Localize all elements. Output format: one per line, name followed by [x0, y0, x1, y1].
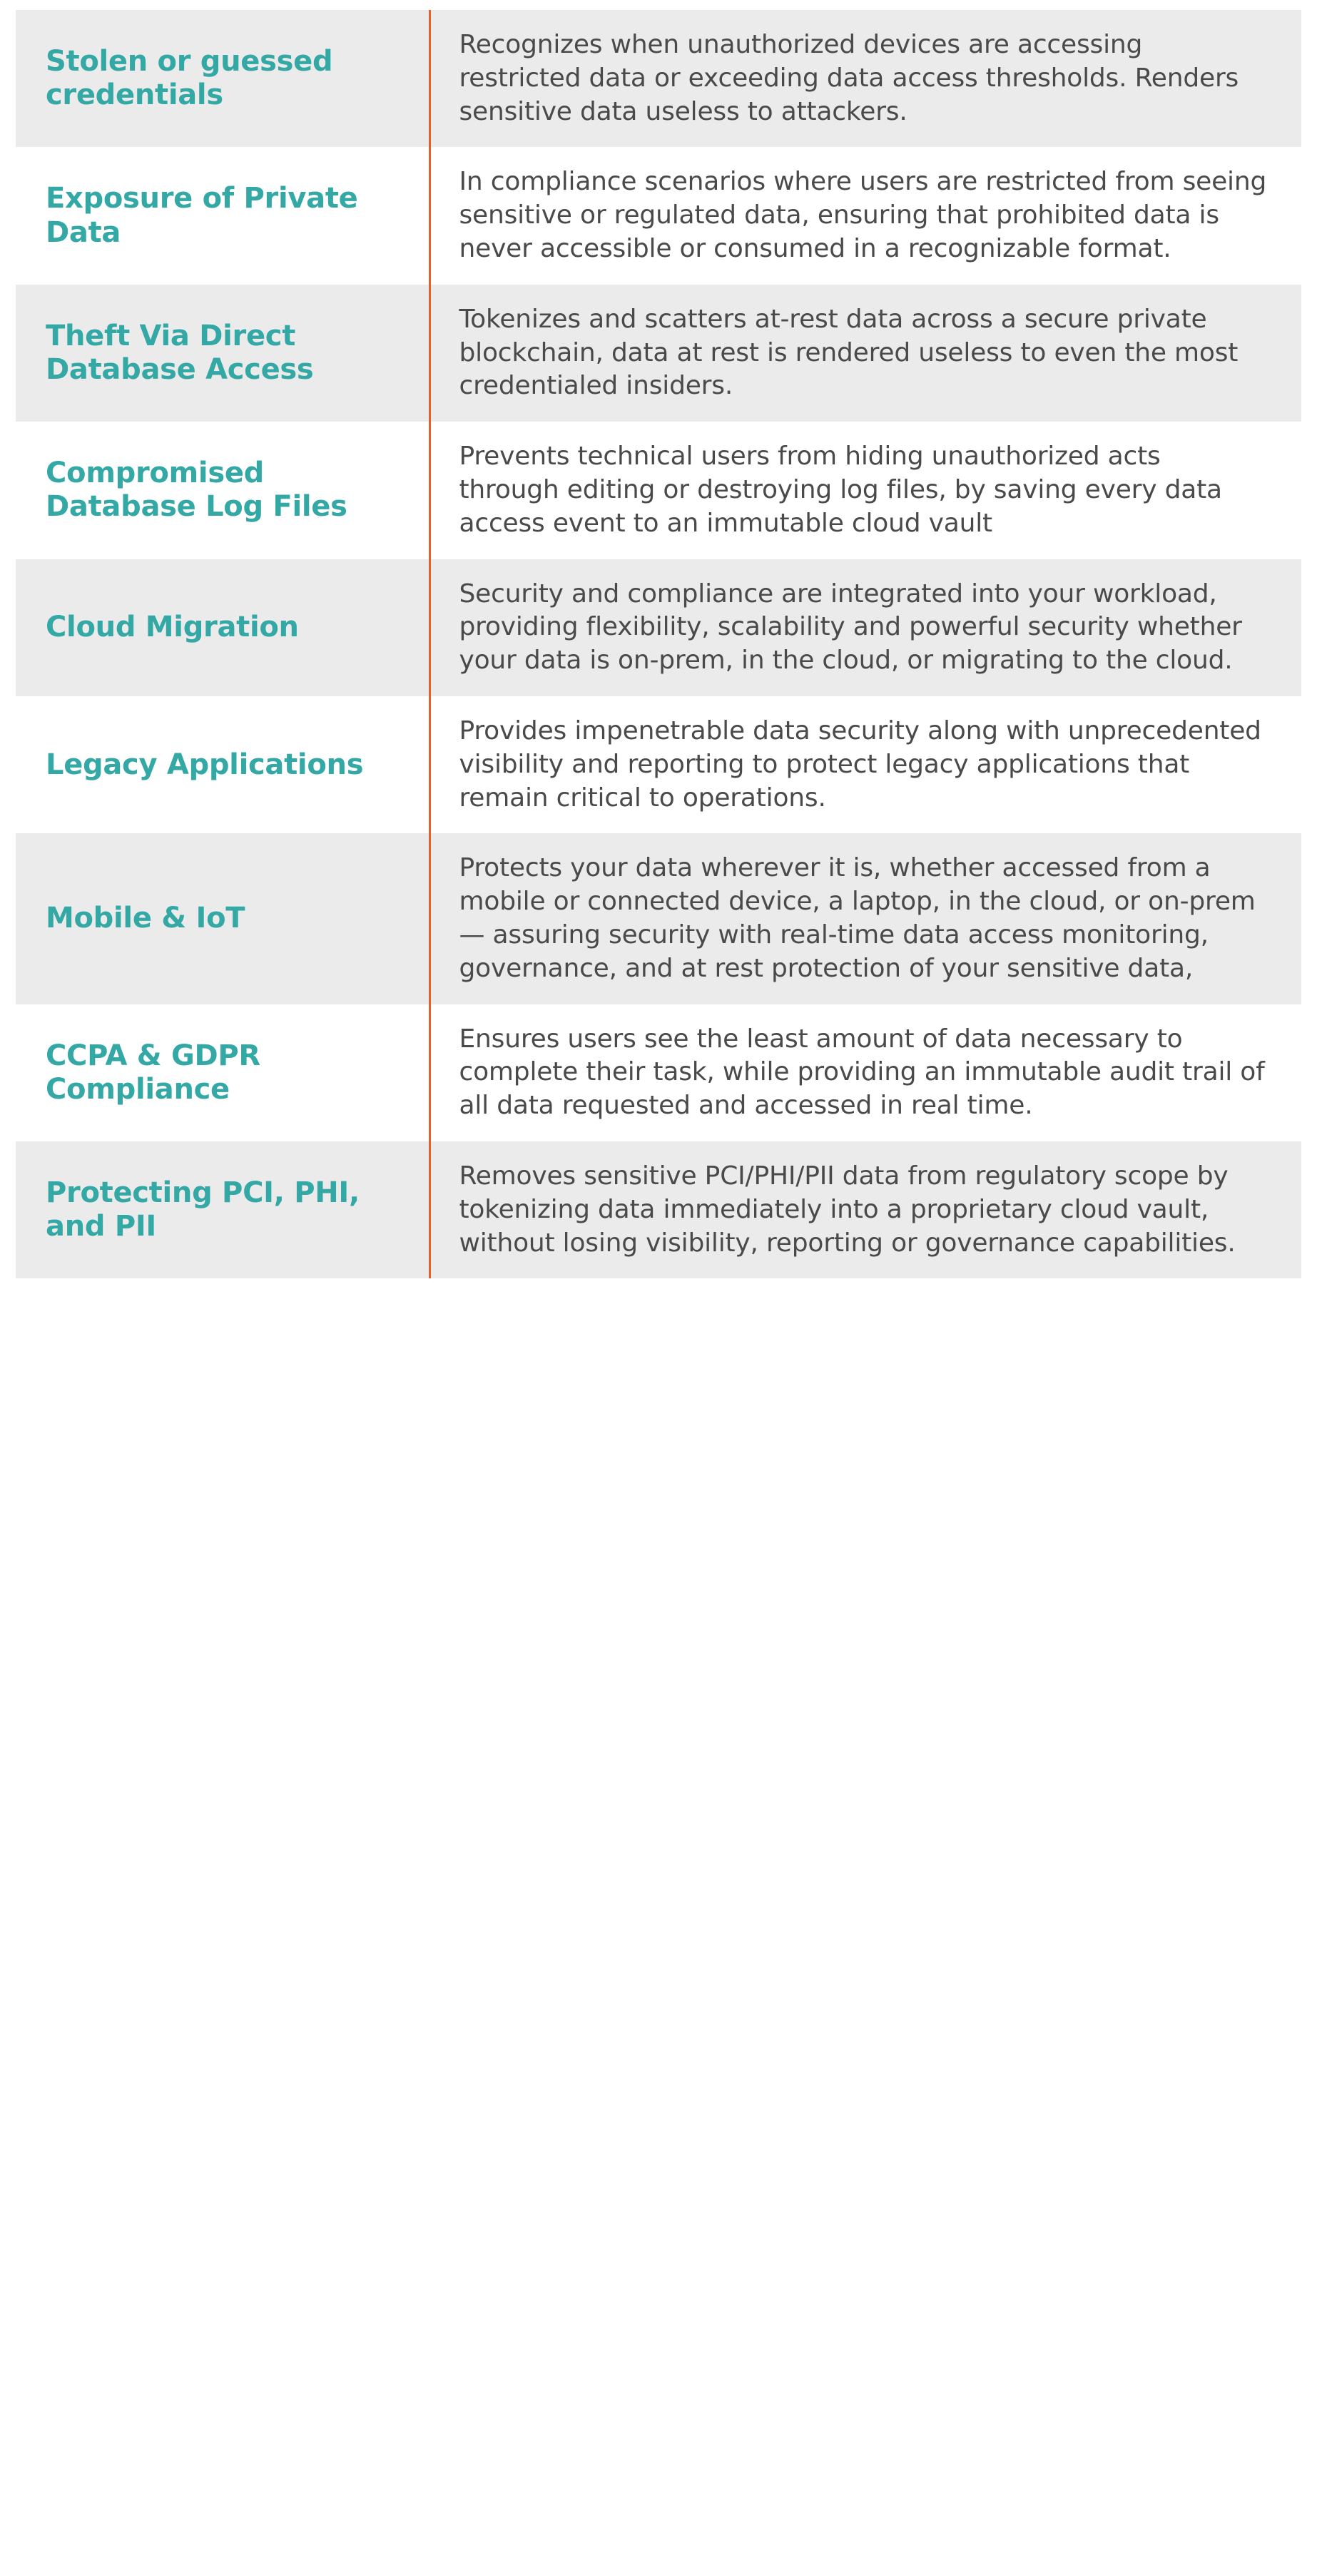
row-label: Stolen or guessed credentials — [16, 10, 429, 147]
row-label: CCPA & GDPR Compliance — [16, 1004, 429, 1141]
table-row — [16, 10, 1301, 147]
row-description: Tokenizes and scatters at-rest data across a secure private blockchain, data at rest is rendered useless to even the most credentialed insiders. — [429, 285, 1301, 422]
row-description: Ensures users see the least amount of data necessary to complete their task, while providing an immutable audit trail of all data requested and accessed in real time. — [429, 1004, 1301, 1141]
row-label: Exposure of Private Data — [16, 147, 429, 284]
table-row — [16, 147, 1301, 284]
row-description: Prevents technical users from hiding unauthorized acts through editing or destroying log files, by saving every data access event to an immutable cloud vault — [429, 422, 1301, 559]
row-label: Theft Via Direct Database Access — [16, 285, 429, 422]
row-description: Protects your data wherever it is, whether accessed from a mobile or connected device, a laptop, in the cloud, or on-prem — assuring security with real-time data access monitoring, governance, and at rest protection of your sensitive data, — [429, 833, 1301, 1004]
row-description: Provides impenetrable data security along with unprecedented visibility and reporting to protect legacy applications that remain critical to operations. — [429, 696, 1301, 833]
row-label: Legacy Applications — [16, 696, 429, 833]
table-body — [16, 10, 1301, 1278]
row-description: In compliance scenarios where users are restricted from seeing sensitive or regulated data, ensuring that prohibited data is never accessible or consumed in a recognizable format. — [429, 147, 1301, 284]
row-label: Mobile & IoT — [16, 833, 429, 1004]
table-row — [16, 285, 1301, 422]
row-description: Security and compliance are integrated into your workload, providing flexibility, scalability and powerful security whether your data is on-prem, in the cloud, or migrating to the cloud. — [429, 559, 1301, 696]
table-row — [16, 696, 1301, 833]
row-description: Removes sensitive PCI/PHI/PII data from regulatory scope by tokenizing data immediately into a proprietary cloud vault, without losing visibility, reporting or governance capabilities. — [429, 1141, 1301, 1278]
table-row — [16, 833, 1301, 1004]
row-label: Cloud Migration — [16, 559, 429, 696]
table-row — [16, 422, 1301, 559]
table-row — [16, 1004, 1301, 1141]
row-description: Recognizes when unauthorized devices are accessing restricted data or exceeding data access thresholds. Renders sensitive data useless to attackers. — [429, 10, 1301, 147]
table-row — [16, 559, 1301, 696]
row-label: Protecting PCI, PHI, and PII — [16, 1141, 429, 1278]
risk-solution-table — [16, 10, 1301, 1278]
table-row — [16, 1141, 1301, 1278]
row-label: Compromised Database Log Files — [16, 422, 429, 559]
